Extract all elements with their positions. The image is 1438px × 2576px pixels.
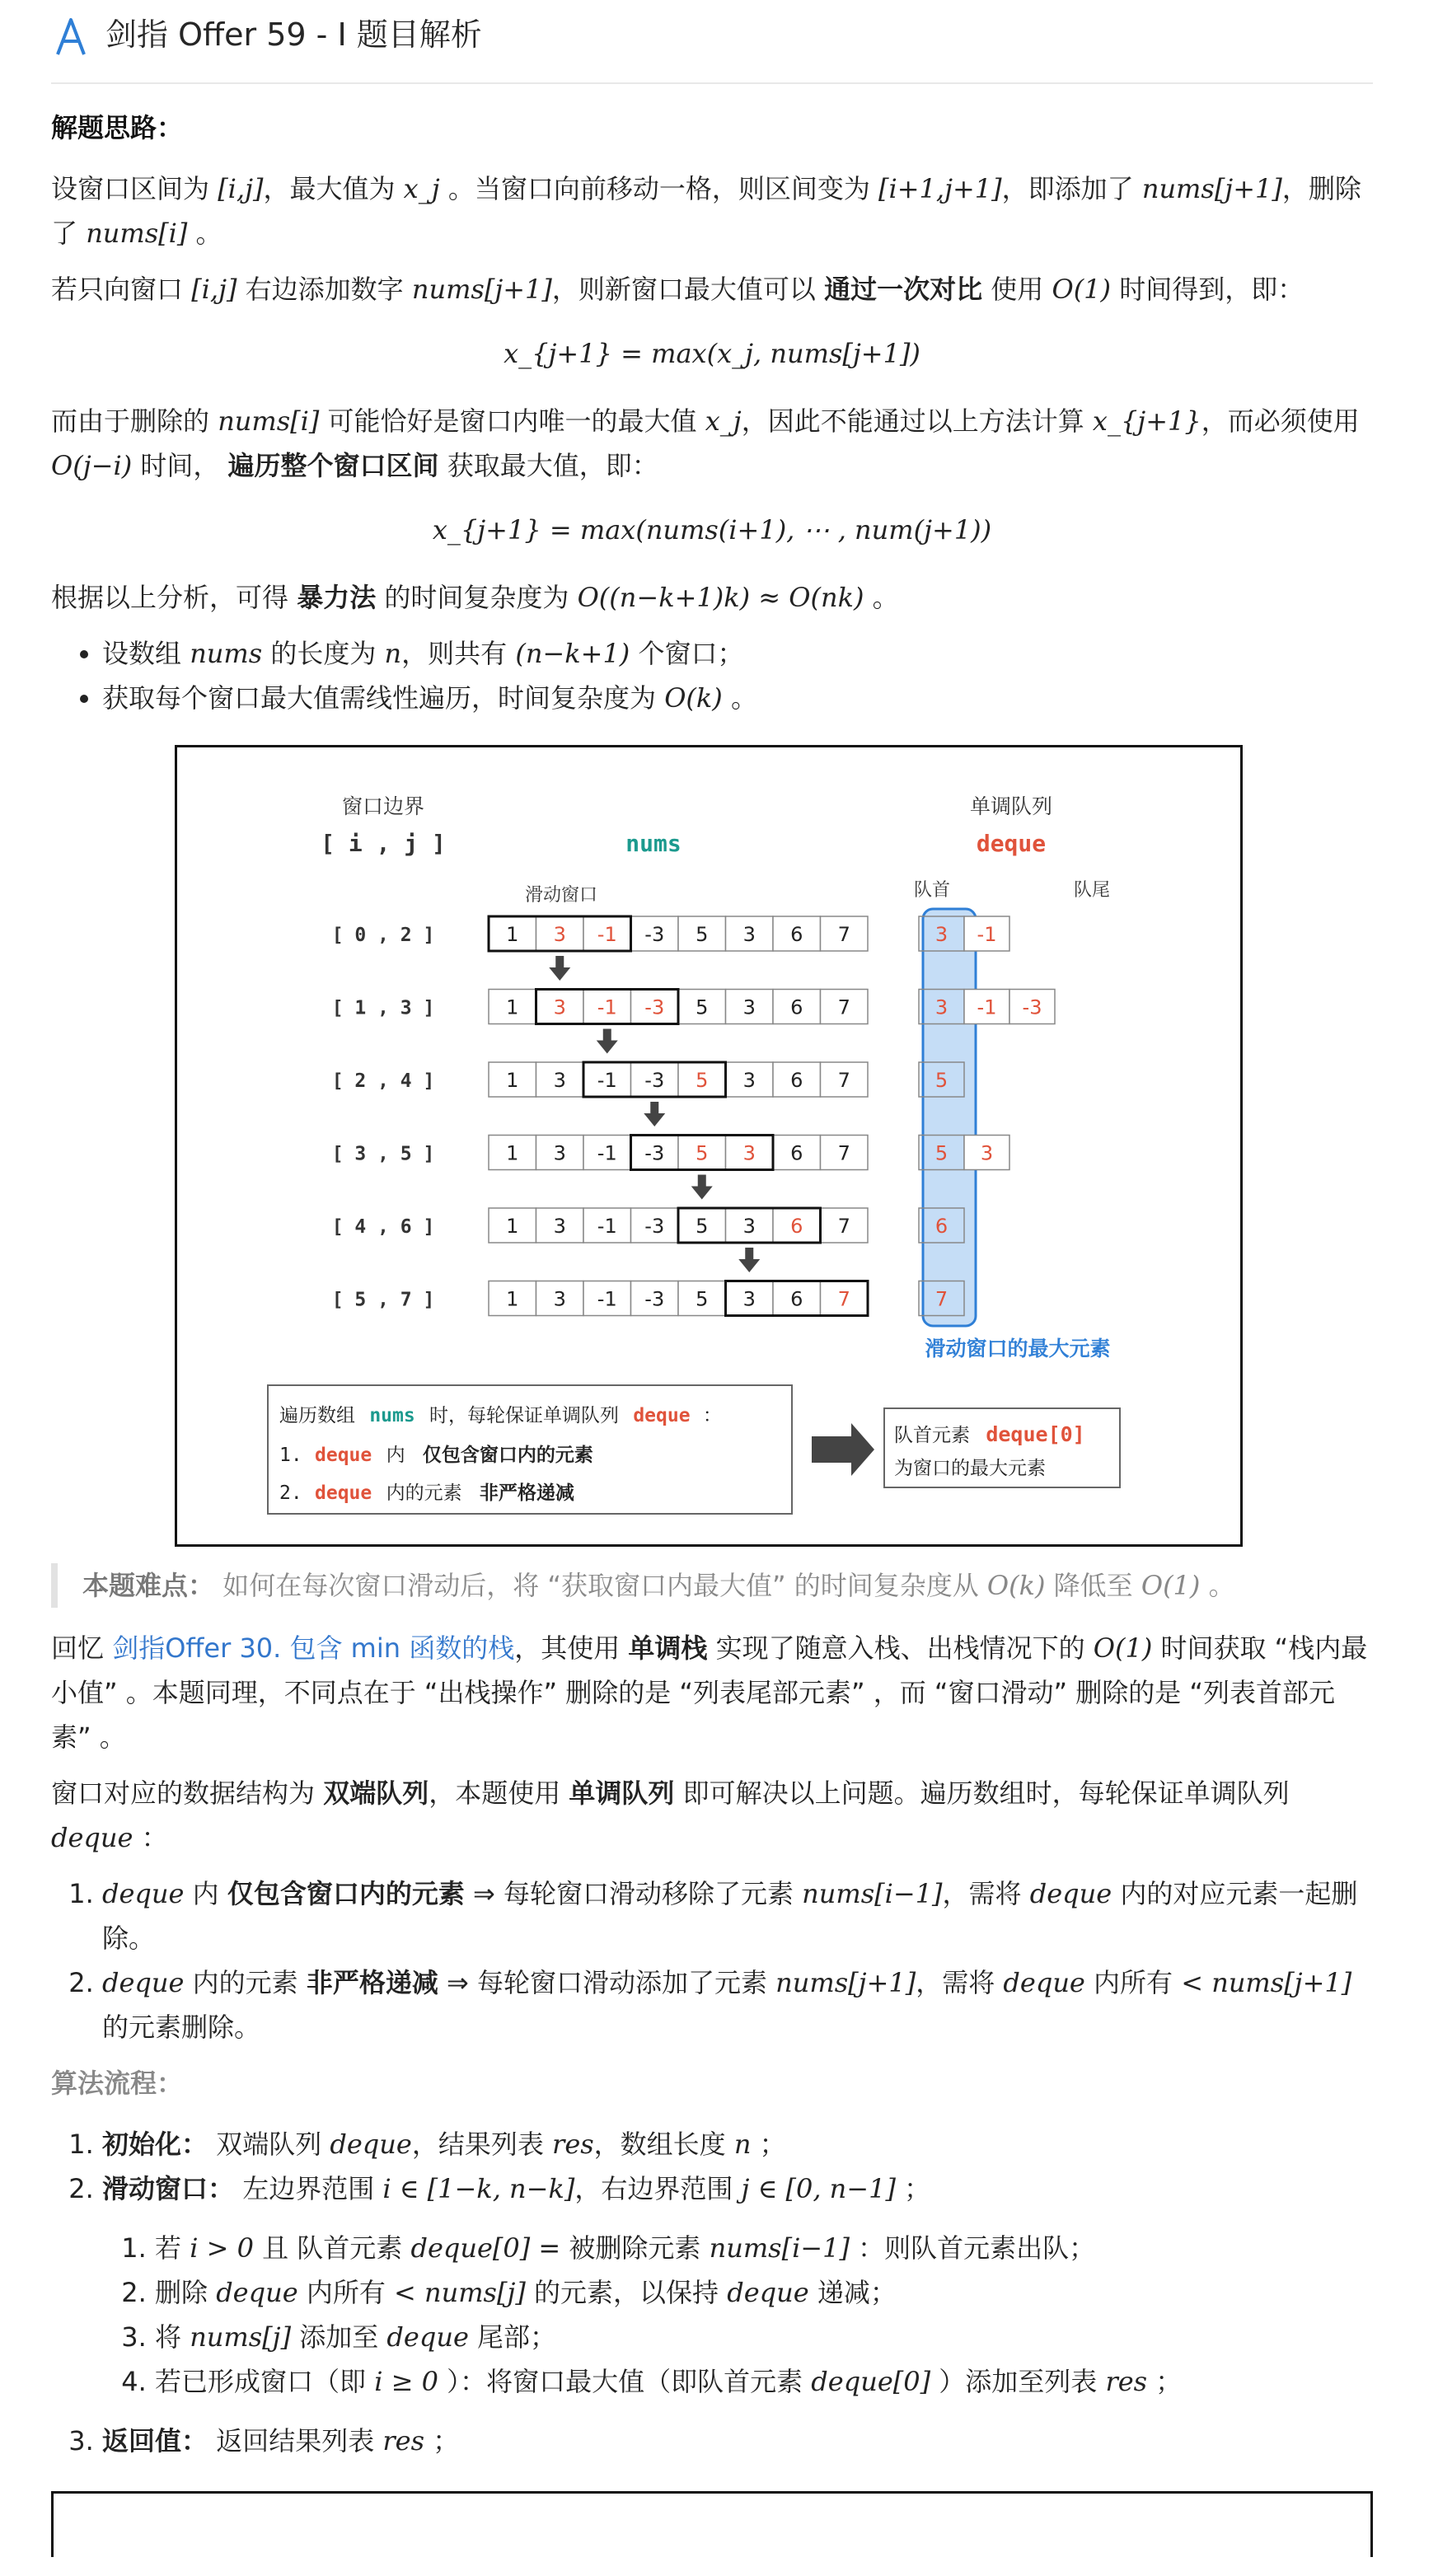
text: ，则共有 [401, 638, 508, 669]
text: 如何在每次窗口滑动后，将 “获取窗口内最大值” 的时间复杂度从 [222, 1570, 979, 1601]
nums-cell-value: 3 [742, 1141, 756, 1165]
math: deque[0] [811, 2366, 931, 2397]
deque-cell-value: -3 [1022, 995, 1042, 1019]
math: deque [216, 2277, 298, 2308]
text: ⇒ 每轮窗口滑动移除了元素 [473, 1878, 794, 1909]
nums-cell-value: -3 [644, 1141, 665, 1165]
window-bound-subheader: [ i , j ] [321, 830, 446, 857]
deque-cell-value: 3 [934, 995, 949, 1019]
text: 的元素，以保持 [534, 2277, 719, 2308]
text: 内 [386, 1445, 405, 1466]
text: 。 [872, 582, 899, 613]
equation-2: x_{j+1} = max(nums(i+1), ⋯ , num(j+1)) [432, 514, 992, 546]
text: 内的元素 [386, 1482, 462, 1504]
bold-text: 暴力法 [297, 582, 377, 613]
text: 返回结果列表 [216, 2425, 375, 2457]
list-item [102, 676, 1373, 720]
nums-cell-value: 5 [696, 995, 709, 1019]
math: O(k) [664, 682, 723, 714]
text: 右边添加数字 [245, 274, 404, 305]
nums-cell-value: 5 [696, 1141, 709, 1165]
text: 递减； [817, 2277, 897, 2308]
text: ，因此不能通过以上方法计算 [741, 405, 1084, 437]
list-item [155, 2315, 1373, 2359]
text: 设数组 [102, 638, 182, 669]
math: O(j−i) [51, 450, 133, 481]
text: ，最大值为 [263, 173, 396, 204]
text: ，删除了 [51, 173, 1361, 249]
deque-term: deque [633, 1405, 691, 1426]
text: 实现了随意入栈、出栈情况下的 [715, 1632, 1085, 1664]
paragraph-window-def [51, 166, 1373, 255]
math: O(1) [1093, 1632, 1153, 1664]
deque-cell-value: 3 [980, 1141, 994, 1165]
math: nums[i] [86, 218, 188, 249]
page-title: 剑指 Offer 59 - I 题目解析 [105, 16, 482, 53]
text: 左边界范围 [242, 2173, 375, 2204]
bold-text: 遍历整个窗口区间 [227, 450, 439, 481]
math: deque [1029, 1878, 1112, 1909]
nums-cell-value: 1 [506, 1287, 519, 1311]
nums-cell-value: 6 [790, 1141, 803, 1165]
math: deque [1003, 1967, 1085, 1998]
nums-cell-value: 3 [553, 923, 566, 946]
math: deque [386, 2321, 469, 2353]
math: O(k) [986, 1570, 1046, 1601]
bullet-list [51, 631, 1373, 720]
math: i ∈ [1−k, n−k] [382, 2173, 575, 2204]
text: 内的元素 [192, 1967, 298, 1998]
nums-cell-value: 6 [790, 1069, 803, 1092]
text: 1. [279, 1445, 302, 1466]
text: ，需将 [916, 1967, 995, 1998]
text: 降低至 [1053, 1570, 1133, 1601]
nums-header: nums [625, 830, 682, 857]
bold-text: 单调栈 [628, 1632, 708, 1664]
down-arrow-icon [691, 1175, 713, 1200]
sub-steps [102, 2226, 1373, 2404]
text: 设窗口区间为 [51, 173, 210, 204]
paragraph-deque [51, 1771, 1373, 1860]
math: deque [330, 2129, 412, 2160]
nums-cell-value: -3 [644, 923, 665, 946]
text: 内 [192, 1878, 219, 1909]
deque-cell-value: -1 [977, 995, 997, 1019]
text: 根据以上分析，可得 [51, 582, 289, 613]
nums-term: nums [369, 1405, 415, 1426]
math: < nums[j+1] [1181, 1967, 1352, 1998]
sliding-window-diagram [175, 745, 1243, 1547]
nums-cell-value: -1 [597, 1141, 617, 1165]
bold-text: 单调队列 [569, 1777, 675, 1809]
nums-cell-value: -1 [597, 1069, 617, 1092]
math: deque [102, 1878, 185, 1909]
nums-cell-value: 7 [837, 1287, 850, 1311]
list-item [155, 2359, 1373, 2404]
equation-1: x_{j+1} = max(x_j, nums[j+1]) [504, 338, 920, 369]
text: ，结果列表 [411, 2129, 544, 2160]
math: x_j [403, 173, 440, 204]
row-bound-label: [ 3 , 5 ] [331, 1143, 435, 1165]
nums-cell-value: 5 [696, 1287, 709, 1311]
deque-head-term: deque[0] [986, 1422, 1085, 1446]
math: (n−k+1) [515, 638, 630, 669]
bold-text: 本题难点： [82, 1570, 215, 1601]
window-bound-header: 窗口边界 [341, 794, 425, 818]
text: 。 [1208, 1570, 1235, 1601]
result-line-1 [894, 1422, 1085, 1446]
down-arrow-icon [549, 956, 570, 981]
math: nums[i] [218, 405, 320, 437]
text: 而由于删除的 [51, 405, 210, 437]
math: nums[j+1] [411, 274, 552, 305]
list-item [102, 2419, 1373, 2463]
bold-text: 初始化： [102, 2129, 208, 2160]
bold-text: 仅包含窗口内的元素 [227, 1878, 465, 1909]
math: x_j [705, 405, 742, 437]
text: ⇒ 每轮窗口滑动添加了元素 [447, 1967, 767, 1998]
bold-text: 非严格递减 [306, 1967, 438, 1998]
nums-cell-value: 1 [506, 1215, 519, 1238]
window-label: 滑动窗口 [524, 885, 598, 906]
math: nums[j] [190, 2321, 292, 2353]
deque-term: deque [315, 1445, 372, 1466]
paragraph-remove-left [51, 399, 1373, 488]
row-bound-label: [ 1 , 3 ] [331, 997, 435, 1019]
text: ： [141, 1822, 168, 1853]
text: 若 [155, 2232, 182, 2264]
nums-cell-value: -3 [644, 1069, 665, 1092]
text: = [538, 2232, 561, 2264]
row-bound-label: [ 5 , 7 ] [331, 1289, 435, 1311]
deque-term: deque [315, 1482, 372, 1504]
text: 获取最大值，即： [447, 450, 658, 481]
list-item [102, 2166, 1373, 2404]
text: 内所有 [306, 2277, 386, 2308]
text: ； [1155, 2366, 1183, 2397]
math: O(1) [1141, 1570, 1201, 1601]
deque-cell-value: 5 [934, 1069, 949, 1092]
paragraph-add-right [51, 267, 1373, 311]
row-bound-label: [ 0 , 2 ] [331, 925, 435, 946]
text: 被删除元素 [569, 2232, 701, 2264]
bold-text: 双端队列 [323, 1777, 429, 1809]
text: 将 [155, 2321, 182, 2353]
text: 的长度为 [270, 638, 377, 669]
deque-header: 单调队列 [969, 794, 1053, 818]
nums-cell-value: -3 [644, 995, 665, 1019]
math: nums[i−1] [709, 2232, 850, 2264]
blockquote-difficulty [51, 1563, 1373, 1608]
bold-text: 返回值： [102, 2425, 208, 2457]
summary-line-3 [279, 1482, 574, 1504]
nums-cell-value: 6 [790, 995, 803, 1019]
text: 个窗口； [638, 638, 744, 669]
text: 窗口对应的数据结构为 [51, 1777, 316, 1809]
text: 若已形成窗口（即 [155, 2366, 367, 2397]
text: 回忆 [51, 1632, 105, 1664]
text: 尾部； [477, 2321, 557, 2353]
bold-text: 滑动窗口： [102, 2173, 235, 2204]
text: ）：将窗口最大值（即队首元素 [447, 2366, 803, 2397]
text: 内所有 [1094, 1967, 1173, 1998]
text: 非严格递减 [479, 1482, 574, 1504]
text: ； [759, 2129, 786, 2160]
math: [i,j] [191, 274, 237, 305]
text: 获取每个窗口最大值需线性遍历，时间复杂度为 [102, 682, 657, 714]
text: ，其使用 [514, 1632, 621, 1664]
nums-cell-value: -3 [644, 1215, 665, 1238]
nums-cell-value: -1 [597, 1287, 617, 1311]
list-item [102, 631, 1373, 676]
nums-cell-value: 3 [553, 1141, 566, 1165]
text: 队首元素 [894, 1425, 970, 1446]
result-line-2: 为窗口的最大元素 [894, 1458, 1046, 1479]
nums-cell-value: 7 [837, 1069, 850, 1092]
nums-cell-value: 3 [742, 1069, 756, 1092]
math: nums[i−1] [802, 1878, 943, 1909]
text: ： [702, 1405, 722, 1426]
text: 时间获取 “栈内最小值” 。本题同理，不同点在于 “出栈操作” 删除的是 “列表尾部元素” ，而 “窗口滑动” 删除的是 “列表首部元素” 。 [51, 1632, 1368, 1753]
math: res [552, 2129, 594, 2160]
list-item [102, 2122, 1373, 2166]
max-caption: 滑动窗口的最大元素 [925, 1337, 1111, 1361]
nums-cell-value: 3 [742, 923, 756, 946]
math: < nums[j] [394, 2277, 526, 2308]
nums-cell-value: 5 [696, 1215, 709, 1238]
diagram-canvas [177, 747, 1240, 1544]
nums-cell-value: 1 [506, 995, 519, 1019]
text: 即可解决以上问题。遍历数组时，每轮保证单调队列 [682, 1777, 1290, 1809]
text: 且 队首元素 [262, 2232, 403, 2264]
down-arrow-icon [644, 1102, 665, 1126]
nums-cell-value: 1 [506, 923, 519, 946]
text: 时间得到，即： [1119, 274, 1305, 305]
article-content [51, 105, 1373, 2557]
nums-cell-value: 1 [506, 1069, 519, 1092]
nums-cell-value: 1 [506, 1141, 519, 1165]
deque-cell-value: 3 [934, 923, 949, 946]
text: ，数组长度 [593, 2129, 726, 2160]
text: 若只向窗口 [51, 274, 184, 305]
text: 时，每轮保证单调队列 [429, 1405, 620, 1426]
nums-cell-value: 3 [553, 1287, 566, 1311]
text: 双端队列 [216, 2129, 322, 2160]
nums-cell-value: -1 [597, 923, 617, 946]
page-header [51, 0, 1373, 84]
text: 的时间复杂度为 [384, 582, 569, 613]
text: ； [904, 2173, 931, 2204]
text: 2. [279, 1482, 302, 1504]
app-logo-icon [54, 16, 87, 58]
nums-cell-value: 6 [790, 1215, 803, 1238]
math: O((n−k+1)k) ≈ O(nk) [577, 582, 864, 613]
queue-tail-label: 队尾 [1073, 880, 1111, 901]
text: 使用 [991, 274, 1044, 305]
text: ，本题使用 [429, 1777, 561, 1809]
text: 。 [195, 218, 222, 249]
text: 添加至 [299, 2321, 379, 2353]
deque-cell-value: 6 [934, 1215, 949, 1238]
math: n [384, 638, 402, 669]
text: 时间， [140, 450, 220, 481]
row-bound-label: [ 2 , 4 ] [331, 1070, 435, 1092]
section-heading-algorithm: 算法流程： [51, 2068, 184, 2099]
math: n [733, 2129, 752, 2160]
deque-subheader: deque [976, 830, 1047, 857]
text: 遍历数组 [279, 1405, 355, 1426]
summary-line-1 [279, 1405, 722, 1426]
math: deque [727, 2277, 809, 2308]
text: ）添加至列表 [939, 2366, 1098, 2397]
nums-cell-value: 5 [696, 1069, 709, 1092]
paragraph-recall [51, 1626, 1373, 1759]
text: 删除 [155, 2277, 208, 2308]
math: nums[j+1] [775, 1967, 916, 1998]
deque-cell-value: 7 [934, 1287, 949, 1311]
text: ，则新窗口最大值可以 [551, 274, 816, 305]
math: i ≥ 0 [374, 2366, 438, 2397]
down-arrow-icon [738, 1248, 760, 1272]
down-arrow-icon [597, 1029, 618, 1054]
text: ，需将 [942, 1878, 1022, 1909]
math: deque [102, 1967, 185, 1998]
row-bound-label: [ 4 , 6 ] [331, 1216, 435, 1238]
nums-cell-value: 7 [837, 995, 850, 1019]
text: ，右边界范围 [574, 2173, 733, 2204]
nums-cell-value: 7 [837, 1215, 850, 1238]
nums-cell-value: -1 [597, 995, 617, 1019]
right-arrow-icon [812, 1423, 874, 1476]
text: 内的对应元素一起删除。 [102, 1878, 1358, 1954]
text: 的元素删除。 [102, 2012, 261, 2043]
nums-cell-value: 3 [742, 1215, 756, 1238]
math: [i,j] [218, 173, 264, 204]
next-figure-frame [51, 2491, 1373, 2557]
math: i > 0 [190, 2232, 254, 2264]
math: O(1) [1052, 274, 1112, 305]
nums-cell-value: 7 [837, 1141, 850, 1165]
nums-cell-value: 3 [742, 1287, 756, 1311]
queue-head-label: 队首 [913, 880, 951, 901]
text: 。 [730, 682, 757, 714]
list-item [102, 1871, 1373, 1960]
nums-cell-value: 3 [742, 995, 756, 1019]
text: 可能恰好是窗口内唯一的最大值 [327, 405, 697, 437]
nums-cell-value: -3 [644, 1287, 665, 1311]
nums-cell-value: 3 [553, 995, 566, 1019]
nums-cell-value: 6 [790, 1287, 803, 1311]
nums-cell-value: 3 [553, 1069, 566, 1092]
math: nums [190, 638, 263, 669]
math: deque[0] [410, 2232, 531, 2264]
math: x_{j+1} [1092, 405, 1201, 437]
link-offer-30[interactable]: 剑指Offer 30. 包含 min 函数的栈 [112, 1632, 515, 1664]
algorithm-steps [51, 2122, 1373, 2463]
max-column-highlight [923, 909, 976, 1326]
nums-cell-value: -1 [597, 1215, 617, 1238]
nums-cell-value: 3 [553, 1215, 566, 1238]
nums-cell-value: 7 [837, 923, 850, 946]
summary-line-2 [279, 1444, 593, 1466]
text: ，而必须使用 [1201, 405, 1360, 437]
list-item [155, 2270, 1373, 2315]
deque-cell-value: -1 [977, 923, 997, 946]
text: 。当窗口向前移动一格，则区间变为 [447, 173, 870, 204]
list-item [155, 2226, 1373, 2270]
bold-text: 通过一次对比 [824, 274, 983, 305]
math: res [1105, 2366, 1148, 2397]
text: ，即添加了 [1001, 173, 1134, 204]
paragraph-brute-force [51, 575, 1373, 620]
math: [i+1,j+1] [878, 173, 1002, 204]
text: ； [433, 2425, 460, 2457]
math: res [382, 2425, 425, 2457]
nums-cell-value: 6 [790, 923, 803, 946]
list-item [102, 1960, 1373, 2049]
nums-cell-value: 5 [696, 923, 709, 946]
text: ：则队首元素出队； [858, 2232, 1096, 2264]
text: 仅包含窗口内的元素 [422, 1445, 593, 1466]
math: j ∈ [0, n−1] [741, 2173, 896, 2204]
rules-list [51, 1871, 1373, 2049]
section-heading-solution: 解题思路： [51, 112, 184, 143]
math: deque [51, 1822, 133, 1853]
math: nums[j+1] [1141, 173, 1282, 204]
deque-cell-value: 5 [934, 1141, 949, 1165]
